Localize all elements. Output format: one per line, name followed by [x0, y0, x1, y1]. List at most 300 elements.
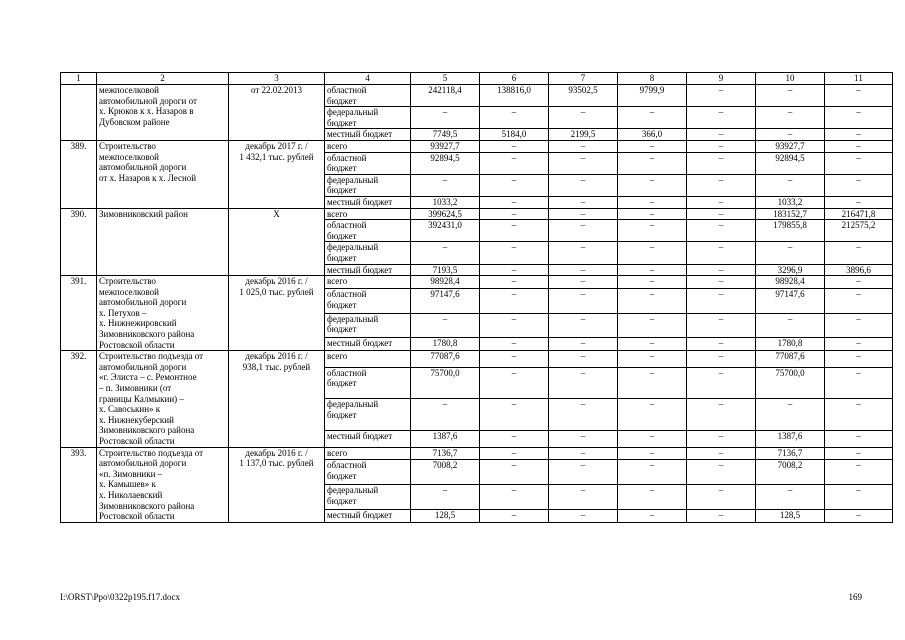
amount-cell: – — [549, 107, 618, 129]
amount-cell: – — [687, 174, 756, 196]
amount-cell: – — [549, 431, 618, 448]
amount-cell: – — [549, 288, 618, 313]
amount-cell: – — [549, 264, 618, 276]
table-row — [61, 276, 893, 289]
object-name-line: Ростовской области — [99, 436, 175, 446]
amount-cell: – — [480, 351, 549, 368]
amount-cell: 93927,7 — [411, 140, 480, 152]
amount-cell: – — [411, 242, 480, 264]
funding-source-line: всего — [327, 276, 348, 287]
table-row — [61, 447, 893, 460]
amount-cell: – — [825, 107, 893, 129]
amount-cell: – — [411, 485, 480, 510]
amount-cell: – — [411, 313, 480, 338]
object-name-line: Строительство подъезда от — [99, 351, 204, 362]
funding-source-line: областной — [327, 85, 367, 95]
object-name-line: «г. Элиста – с. Ремонтное — [99, 372, 197, 383]
funding-source — [325, 85, 411, 107]
object-name — [97, 140, 229, 208]
object-name-line: Ростовской области — [99, 339, 175, 350]
amount-cell: – — [825, 276, 893, 289]
amount-cell: – — [687, 367, 756, 399]
amount-cell: – — [618, 152, 687, 174]
funding-source-line: областной — [327, 220, 367, 231]
amount-cell: – — [480, 174, 549, 196]
object-name-line: х. Николаевский — [99, 489, 163, 500]
amount-cell: – — [687, 509, 756, 522]
column-header: 8 — [618, 73, 687, 85]
amount-cell: – — [825, 399, 893, 431]
column-header: 1 — [61, 73, 97, 85]
amount-cell: 97147,6 — [411, 288, 480, 313]
funding-source-line: бюджет — [327, 471, 357, 482]
amount-cell: – — [480, 140, 549, 152]
funding-source-line: бюджет — [327, 410, 357, 420]
amount-cell: 366,0 — [618, 129, 687, 141]
funding-source-line: бюджет — [327, 117, 357, 128]
amount-cell: – — [480, 152, 549, 174]
funding-source — [325, 399, 411, 431]
amount-cell: 3296,9 — [756, 264, 825, 276]
object-name — [97, 351, 229, 447]
amount-cell: – — [549, 242, 618, 264]
expertise-line: от 22.02.2013 — [250, 85, 303, 95]
funding-source-line: областной — [327, 460, 367, 471]
amount-cell: – — [618, 107, 687, 129]
funding-source-line: бюджет — [327, 95, 357, 106]
amount-cell: – — [549, 276, 618, 289]
object-name-line: х. Петухов – — [99, 307, 147, 318]
amount-cell: – — [480, 276, 549, 289]
funding-source-line: бюджет — [327, 163, 357, 174]
amount-cell: 1780,8 — [756, 338, 825, 351]
expertise-date-cost — [229, 140, 325, 208]
funding-source-line: федеральный — [327, 399, 379, 410]
funding-source — [325, 313, 411, 338]
amount-cell: – — [549, 338, 618, 351]
amount-cell: – — [549, 447, 618, 460]
funding-source-line: местный бюджет — [327, 509, 393, 520]
amount-cell: – — [618, 196, 687, 208]
object-name-line: Зимовниковского района — [99, 500, 195, 511]
funding-source — [325, 338, 411, 351]
funding-source-line: областной — [327, 152, 367, 163]
object-name-line: – п. Зимовники (от — [99, 383, 172, 394]
funding-source-line: федеральный — [327, 485, 379, 496]
amount-cell: 212575,2 — [825, 220, 893, 242]
expertise-line: декабрь 2016 г. / — [245, 351, 308, 362]
amount-cell: 97147,6 — [756, 288, 825, 313]
amount-cell: 1387,6 — [411, 431, 480, 448]
amount-cell: 216471,8 — [825, 208, 893, 220]
expertise-date-cost — [229, 276, 325, 351]
funding-source-line: федеральный — [327, 107, 379, 118]
funding-source — [325, 276, 411, 289]
amount-cell: – — [825, 174, 893, 196]
amount-cell: 7193,5 — [411, 264, 480, 276]
amount-cell: – — [687, 264, 756, 276]
column-header: 4 — [325, 73, 411, 85]
object-name-line: «п. Зимовники – — [99, 468, 163, 479]
object-name-line: от х. Назаров к х. Лесной — [99, 172, 197, 183]
amount-cell: – — [687, 447, 756, 460]
object-name-line: х. Савоськин» к — [99, 404, 161, 415]
object-name-line: Дубовском районе — [99, 116, 170, 127]
object-name-line: Строительство подъезда от — [99, 447, 204, 458]
funding-source — [325, 242, 411, 264]
amount-cell: – — [687, 208, 756, 220]
amount-cell: 75700,0 — [756, 367, 825, 399]
amount-cell: 92894,5 — [411, 152, 480, 174]
amount-cell: – — [480, 242, 549, 264]
amount-cell: – — [480, 107, 549, 129]
amount-cell: – — [549, 509, 618, 522]
amount-cell: – — [825, 485, 893, 510]
funding-source-line: бюджет — [327, 299, 357, 310]
amount-cell: – — [687, 220, 756, 242]
amount-cell: – — [687, 485, 756, 510]
expertise-line: 938,1 тыс. рублей — [242, 361, 311, 372]
amount-cell: – — [549, 152, 618, 174]
funding-source — [325, 196, 411, 208]
amount-cell: – — [687, 431, 756, 448]
expertise-line: декабрь 2016 г. / — [245, 276, 308, 287]
amount-cell: – — [687, 129, 756, 141]
amount-cell: – — [756, 485, 825, 510]
object-name-line: Ростовской области — [99, 511, 175, 522]
funding-source-line: бюджет — [327, 495, 357, 506]
expertise-line: Х — [273, 208, 280, 219]
amount-cell: – — [480, 288, 549, 313]
object-name-line: автомобильной дороги от — [99, 95, 197, 106]
amount-cell: – — [480, 485, 549, 510]
funding-source-line: всего — [327, 208, 348, 219]
funding-source — [325, 264, 411, 276]
amount-cell: 399624,5 — [411, 208, 480, 220]
footer-file-path: I:\ORST\Ppo\0322p195.f17.docx — [60, 592, 181, 602]
amount-cell: – — [618, 174, 687, 196]
funding-source — [325, 129, 411, 141]
funding-source-line: бюджет — [327, 185, 357, 196]
amount-cell: – — [687, 351, 756, 368]
item-number: 390. — [61, 208, 97, 276]
header-row — [61, 73, 893, 85]
amount-cell: – — [618, 242, 687, 264]
funding-source — [325, 208, 411, 220]
amount-cell: – — [618, 447, 687, 460]
object-name-line: х. Нижнежировский — [99, 318, 177, 329]
amount-cell: – — [825, 140, 893, 152]
funding-source-line: всего — [327, 351, 348, 362]
table-row — [61, 208, 893, 220]
document-page — [60, 72, 876, 523]
amount-cell: – — [480, 196, 549, 208]
object-name-line: автомобильной дороги — [99, 361, 187, 372]
amount-cell: – — [411, 107, 480, 129]
amount-cell: 3896,6 — [825, 264, 893, 276]
amount-cell: 93502,5 — [549, 85, 618, 107]
amount-cell: – — [825, 288, 893, 313]
object-name-line: х. Камышев» к — [99, 479, 156, 490]
amount-cell: – — [687, 276, 756, 289]
amount-cell: – — [549, 485, 618, 510]
amount-cell: – — [480, 447, 549, 460]
object-name — [97, 208, 229, 276]
amount-cell: 128,5 — [411, 509, 480, 522]
object-name-line: Строительство — [99, 276, 156, 287]
amount-cell: – — [825, 85, 893, 107]
amount-cell: 1033,2 — [411, 196, 480, 208]
amount-cell: – — [687, 399, 756, 431]
expertise-date-cost — [229, 447, 325, 522]
amount-cell: 138816,0 — [480, 85, 549, 107]
amount-cell: – — [687, 152, 756, 174]
funding-source — [325, 220, 411, 242]
column-header: 7 — [549, 73, 618, 85]
amount-cell: 92894,5 — [756, 152, 825, 174]
funding-source-line: местный бюджет — [327, 129, 393, 140]
amount-cell: – — [480, 338, 549, 351]
amount-cell: – — [687, 313, 756, 338]
amount-cell: 75700,0 — [411, 367, 480, 399]
amount-cell: – — [825, 196, 893, 208]
object-name-line: Зимовниковского района — [99, 425, 195, 436]
amount-cell: – — [549, 208, 618, 220]
amount-cell: 179855,8 — [756, 220, 825, 242]
amount-cell: – — [825, 447, 893, 460]
object-name — [97, 447, 229, 522]
footer-page-number: 169 — [848, 592, 862, 602]
expertise-date-cost — [229, 208, 325, 276]
funding-source-line: всего — [327, 140, 348, 151]
amount-cell: 183152,7 — [756, 208, 825, 220]
amount-cell: – — [825, 460, 893, 485]
object-name-line: межпоселковой — [99, 286, 159, 297]
table-row — [61, 351, 893, 368]
expertise-line: 1 137,0 тыс. рублей — [239, 458, 314, 469]
expertise-date-cost — [229, 85, 325, 141]
amount-cell: – — [618, 431, 687, 448]
object-name-line: автомобильной дороги — [99, 297, 187, 308]
amount-cell: – — [825, 431, 893, 448]
amount-cell: – — [480, 399, 549, 431]
funding-source-line: федеральный — [327, 313, 379, 324]
amount-cell: 1780,8 — [411, 338, 480, 351]
object-name-line: межпоселковой — [99, 85, 159, 95]
column-header: 10 — [756, 73, 825, 85]
object-name-line: Строительство — [99, 140, 156, 151]
amount-cell: – — [756, 313, 825, 338]
funding-source-line: местный бюджет — [327, 338, 393, 349]
funding-source — [325, 174, 411, 196]
amount-cell: – — [480, 460, 549, 485]
amount-cell: – — [549, 367, 618, 399]
funding-source-line: федеральный — [327, 174, 379, 185]
column-header: 9 — [687, 73, 756, 85]
amount-cell: – — [618, 367, 687, 399]
amount-cell: – — [480, 313, 549, 338]
amount-cell: – — [618, 276, 687, 289]
amount-cell: – — [825, 351, 893, 368]
funding-source — [325, 460, 411, 485]
amount-cell: – — [756, 85, 825, 107]
amount-cell: 7008,2 — [756, 460, 825, 485]
column-header: 11 — [825, 73, 893, 85]
amount-cell: – — [825, 242, 893, 264]
amount-cell: 98928,4 — [756, 276, 825, 289]
amount-cell: – — [825, 152, 893, 174]
funding-source — [325, 367, 411, 399]
amount-cell: – — [687, 85, 756, 107]
amount-cell: – — [825, 509, 893, 522]
amount-cell: 2199,5 — [549, 129, 618, 141]
amount-cell: – — [618, 485, 687, 510]
amount-cell: – — [756, 107, 825, 129]
amount-cell: – — [618, 288, 687, 313]
amount-cell: 9799,9 — [618, 85, 687, 107]
amount-cell: 77087,6 — [756, 351, 825, 368]
column-header: 3 — [229, 73, 325, 85]
amount-cell: – — [549, 220, 618, 242]
amount-cell: – — [618, 220, 687, 242]
expertise-date-cost — [229, 351, 325, 447]
amount-cell: – — [687, 288, 756, 313]
funding-source-line: бюджет — [327, 230, 357, 241]
amount-cell: 7136,7 — [756, 447, 825, 460]
amount-cell: – — [825, 367, 893, 399]
object-name-line: х. Крюков к х. Назаров в — [99, 106, 194, 117]
amount-cell: 93927,7 — [756, 140, 825, 152]
table-row — [61, 140, 893, 152]
funding-source-line: бюджет — [327, 324, 357, 335]
funding-source-line: федеральный — [327, 242, 379, 253]
amount-cell: – — [756, 242, 825, 264]
object-name — [97, 276, 229, 351]
funding-source-line: областной — [327, 367, 367, 378]
amount-cell: – — [825, 338, 893, 351]
funding-source — [325, 140, 411, 152]
object-name-line: границы Калмыкии) – — [99, 393, 184, 404]
object-name-line: автомобильной дороги — [99, 162, 187, 173]
funding-source — [325, 447, 411, 460]
funding-source — [325, 107, 411, 129]
table-row — [61, 85, 893, 107]
expertise-line: 1 432,1 тыс. рублей — [239, 151, 314, 162]
amount-cell: 128,5 — [756, 509, 825, 522]
amount-cell: – — [618, 140, 687, 152]
amount-cell: – — [756, 129, 825, 141]
amount-cell: 1033,2 — [756, 196, 825, 208]
item-number: 391. — [61, 276, 97, 351]
amount-cell: – — [480, 431, 549, 448]
amount-cell: – — [618, 509, 687, 522]
expertise-line: 1 025,0 тыс. рублей — [239, 286, 314, 297]
amount-cell: – — [687, 140, 756, 152]
amount-cell: – — [549, 174, 618, 196]
item-number: 389. — [61, 140, 97, 208]
amount-cell: – — [618, 351, 687, 368]
amount-cell: – — [411, 399, 480, 431]
funding-source-line: областной — [327, 288, 367, 299]
amount-cell: – — [825, 129, 893, 141]
amount-cell: – — [549, 196, 618, 208]
object-name-line: автомобильной дороги — [99, 458, 187, 469]
table-body — [61, 73, 893, 523]
amount-cell: – — [480, 367, 549, 399]
column-header: 5 — [411, 73, 480, 85]
amount-cell: – — [618, 264, 687, 276]
amount-cell: – — [687, 460, 756, 485]
amount-cell: – — [756, 174, 825, 196]
amount-cell: 77087,6 — [411, 351, 480, 368]
column-header: 2 — [97, 73, 229, 85]
amount-cell: – — [687, 338, 756, 351]
funding-source-line: местный бюджет — [327, 431, 393, 442]
expertise-line: декабрь 2017 г. / — [245, 140, 308, 151]
funding-source — [325, 431, 411, 448]
amount-cell: – — [618, 338, 687, 351]
amount-cell: 242118,4 — [411, 85, 480, 107]
object-name-line: Зимовниковский район — [99, 208, 188, 219]
funding-source-line: всего — [327, 447, 348, 458]
amount-cell: 392431,0 — [411, 220, 480, 242]
amount-cell: – — [480, 208, 549, 220]
amount-cell: – — [618, 399, 687, 431]
object-name-line: х. Нижнекуберский — [99, 414, 174, 425]
item-number: 393. — [61, 447, 97, 522]
funding-source-line: бюджет — [327, 378, 357, 389]
funding-source-line: местный бюджет — [327, 196, 393, 207]
amount-cell: – — [549, 351, 618, 368]
amount-cell: – — [480, 509, 549, 522]
amount-cell: – — [825, 313, 893, 338]
amount-cell: 7136,7 — [411, 447, 480, 460]
amount-cell: – — [549, 460, 618, 485]
object-name — [97, 85, 229, 141]
amount-cell: – — [756, 399, 825, 431]
amount-cell: – — [687, 196, 756, 208]
amount-cell: – — [618, 460, 687, 485]
funding-source — [325, 485, 411, 510]
amount-cell: 98928,4 — [411, 276, 480, 289]
funding-source-line: местный бюджет — [327, 264, 393, 275]
expertise-line: декабрь 2016 г. / — [245, 447, 308, 458]
amount-cell: 1387,6 — [756, 431, 825, 448]
column-header: 6 — [480, 73, 549, 85]
amount-cell: – — [687, 107, 756, 129]
object-name-line: межпоселковой — [99, 151, 159, 162]
amount-cell: – — [411, 174, 480, 196]
amount-cell: – — [618, 208, 687, 220]
item-number — [61, 85, 97, 141]
funding-source — [325, 509, 411, 522]
amount-cell: 7749,5 — [411, 129, 480, 141]
investment-table — [60, 72, 893, 523]
amount-cell: 5184,0 — [480, 129, 549, 141]
amount-cell: – — [549, 313, 618, 338]
amount-cell: – — [480, 220, 549, 242]
object-name-line: Зимовниковского района — [99, 329, 195, 340]
funding-source — [325, 351, 411, 368]
amount-cell: – — [549, 140, 618, 152]
amount-cell: – — [687, 242, 756, 264]
amount-cell: – — [480, 264, 549, 276]
amount-cell: 7008,2 — [411, 460, 480, 485]
funding-source — [325, 152, 411, 174]
funding-source-line: бюджет — [327, 252, 357, 263]
amount-cell: – — [618, 313, 687, 338]
funding-source — [325, 288, 411, 313]
